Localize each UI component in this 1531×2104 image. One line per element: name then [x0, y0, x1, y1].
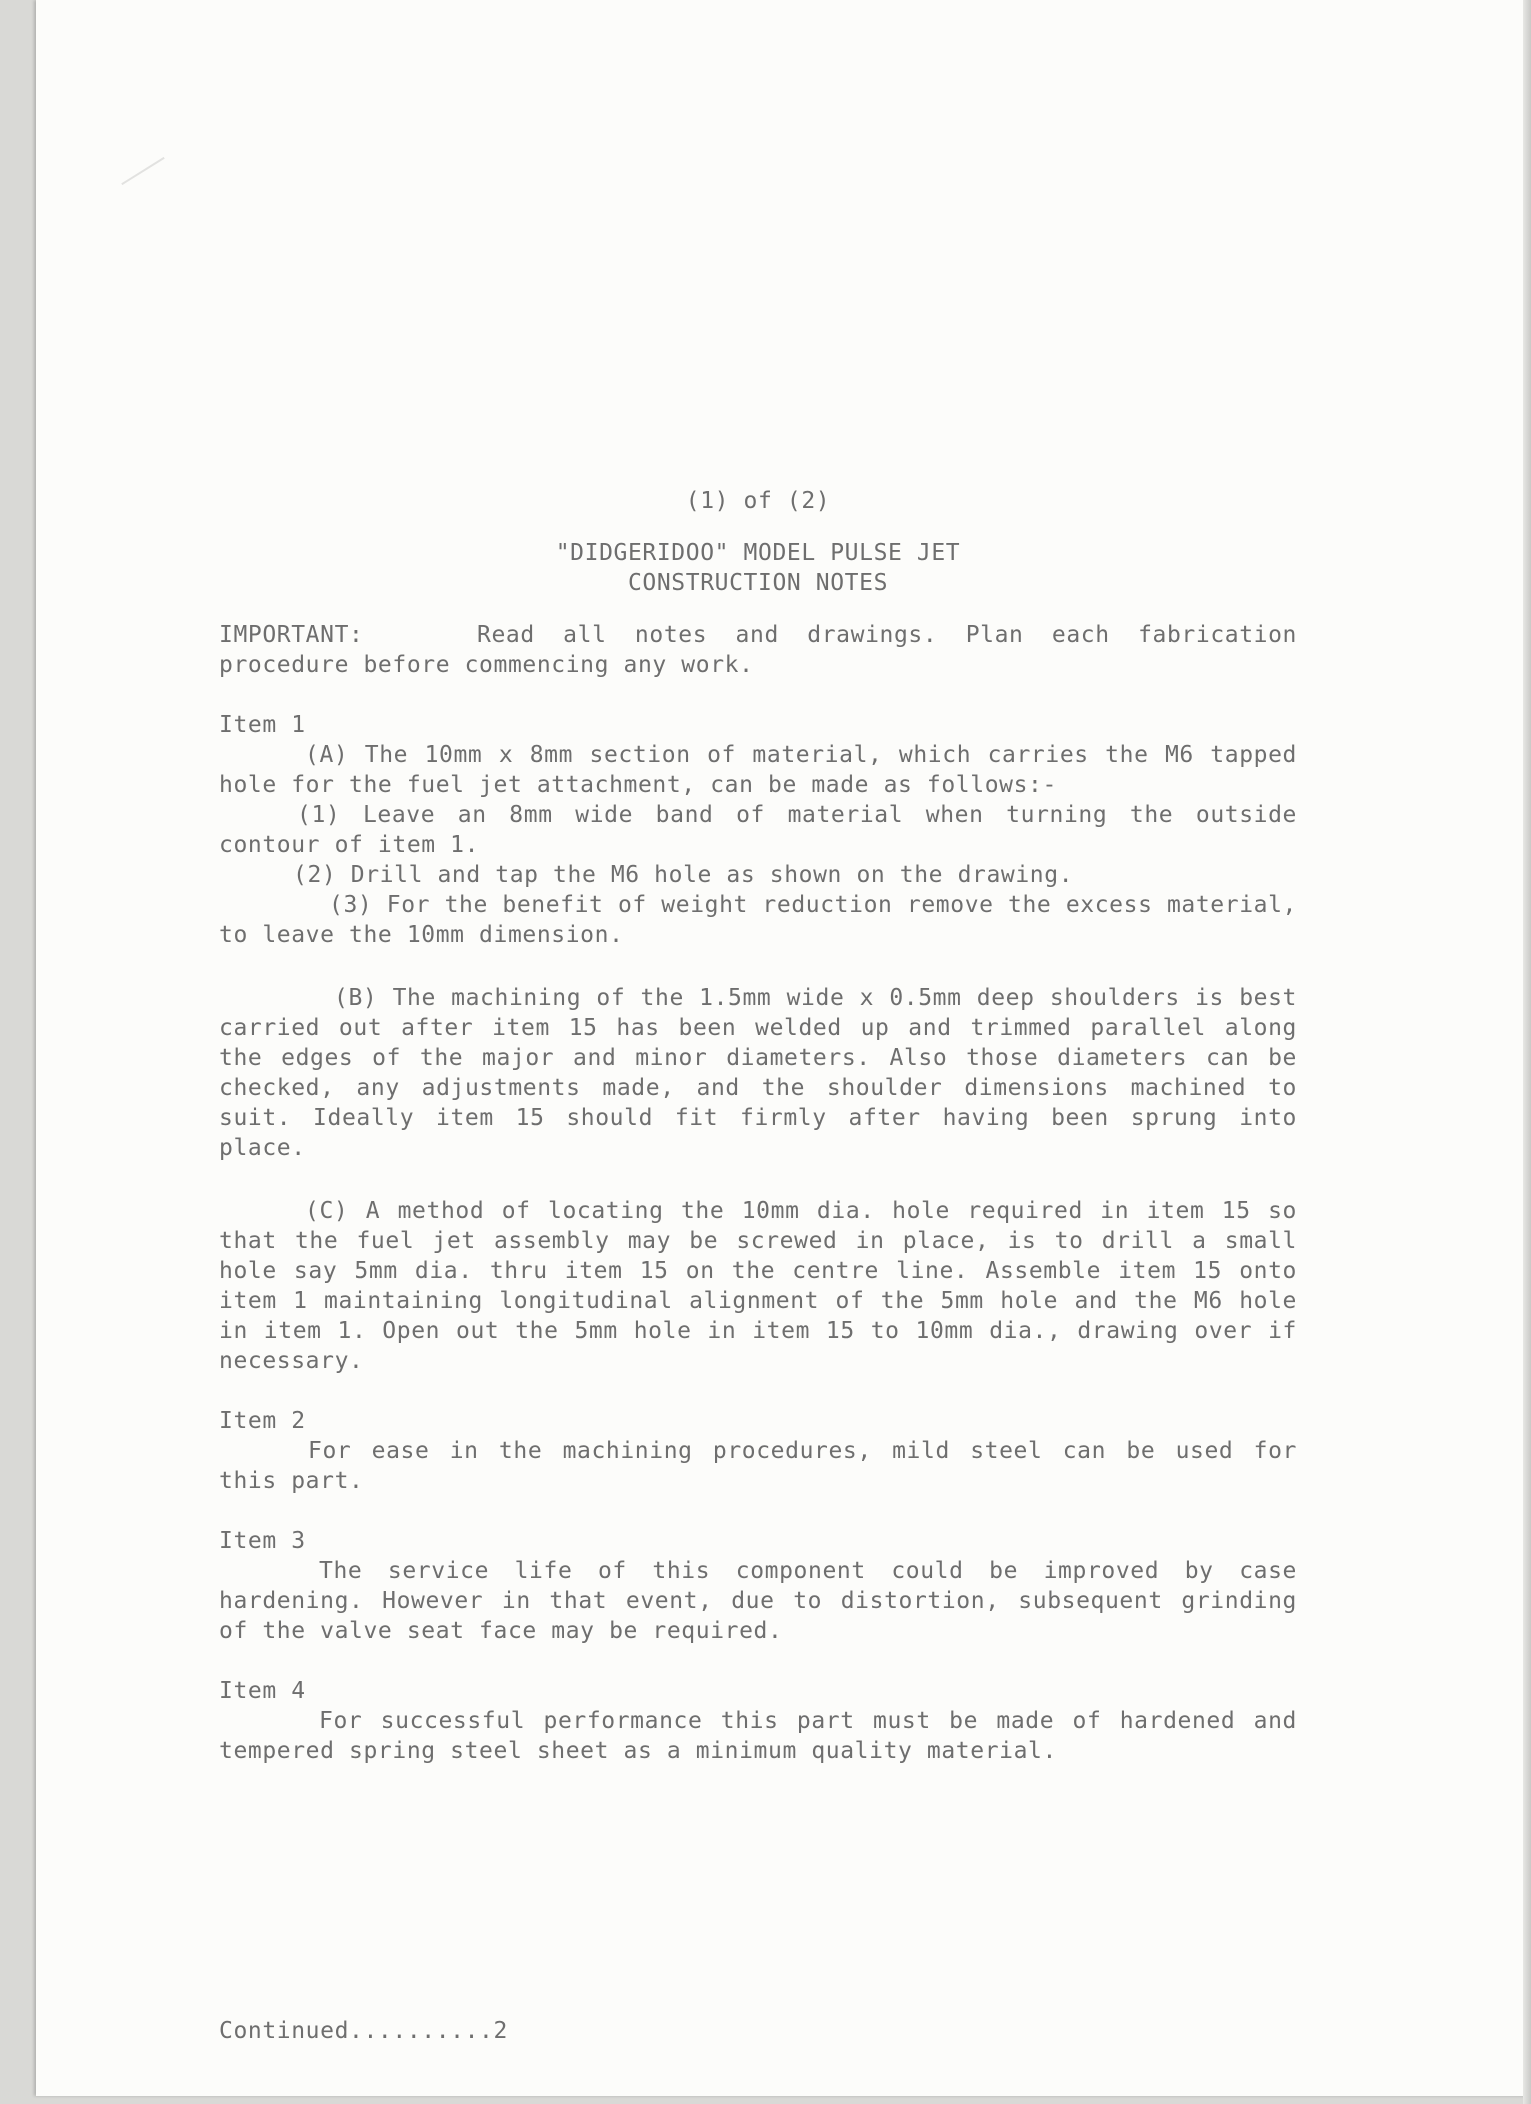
item-1-heading: Item 1 — [219, 712, 306, 738]
page-edge-shadow — [1523, 0, 1531, 2104]
item-3-text: The service life of this component could be improved by case hardening. However in that event, due to distortion, subsequent grinding of the valve seat face may be required. — [219, 1558, 1297, 1644]
title-line-2: CONSTRUCTION NOTES — [627, 570, 889, 596]
item-1-step-2: (2) Drill and tap the M6 hole as shown on the drawing. — [293, 862, 1074, 888]
continued-footer: Continued..........2 — [219, 2018, 508, 2044]
important-note — [219, 620, 1297, 680]
page-marker: (1) of (2) — [685, 488, 831, 514]
item-1-paragraph-c: (C) A method of locating the 10mm dia. hole required in item 15 so that the fuel jet assembly may be screwed in place, is to drill a small hole say 5mm dia. thru item 15 on the centre line. Assemble item 15 onto item 1 maintaining longitudinal alignment of the 5mm hole and the M6 hole in item 1. Open out the 5mm hole in item 15 to 10mm dia., drawing over if necessary. — [219, 1198, 1297, 1374]
title-line-1: "DIDGERIDOO" MODEL PULSE JET — [555, 540, 961, 566]
document-title — [219, 538, 1297, 598]
item-1-step-1: (1) Leave an 8mm wide band of material when turning the outside contour of item 1. — [219, 802, 1297, 858]
item-1-step-3: (3) For the benefit of weight reduction remove the excess material, to leave the 10mm dimension. — [219, 892, 1297, 948]
item-1-paragraph-a: (A) The 10mm x 8mm section of material, which carries the M6 tapped hole for the fuel jet attachment, can be made as follows:- — [219, 742, 1297, 798]
item-4-text: For successful performance this part must be made of hardened and tempered spring steel sheet as a minimum quality material. — [219, 1708, 1297, 1764]
item-3-heading: Item 3 — [219, 1528, 306, 1554]
document-body — [219, 486, 1297, 1766]
important-text: Read all notes and drawings. Plan each fabrication procedure before commencing any work. — [219, 622, 1297, 678]
item-2-heading: Item 2 — [219, 1408, 306, 1434]
item-1-paragraph-b: (B) The machining of the 1.5mm wide x 0.5mm deep shoulders is best carried out after item 15 has been welded up and trimmed parallel along the edges of the major and minor diameters. Also those diameters can be checked, any adjustments made, and the shoulder dimensions machined to suit. Ideally item 15 should fit firmly after having been sprung into place. — [219, 985, 1297, 1161]
item-4-heading: Item 4 — [219, 1678, 306, 1704]
important-label: IMPORTANT: — [219, 622, 364, 648]
item-2-text: For ease in the machining procedures, mild steel can be used for this part. — [219, 1438, 1297, 1494]
